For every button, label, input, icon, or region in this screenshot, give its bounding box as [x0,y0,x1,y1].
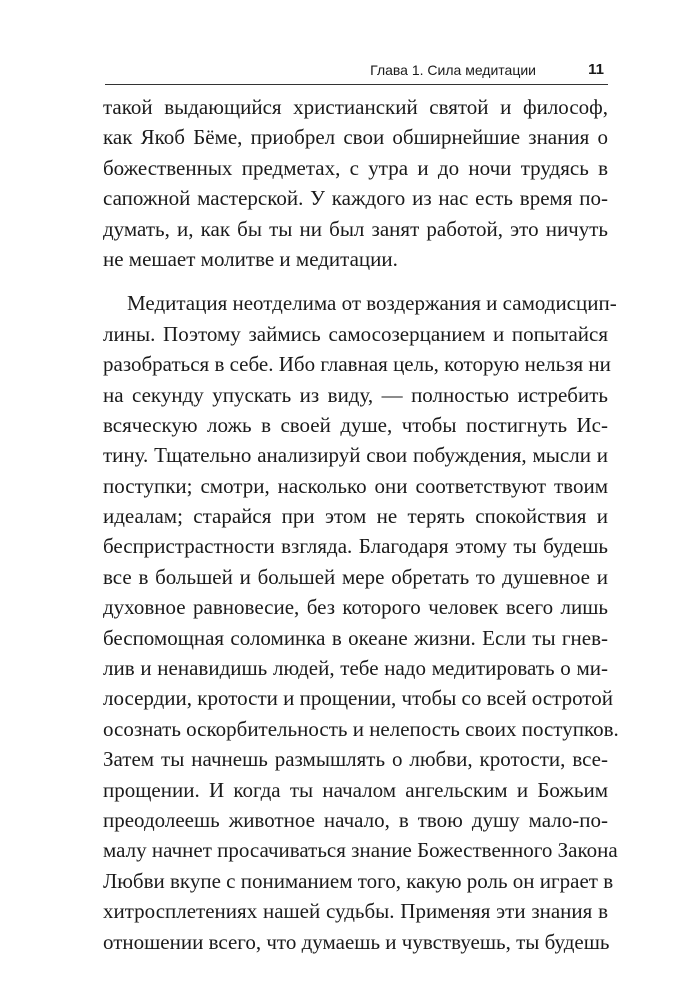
text-line: не мешает молитве и медитации. [103,246,398,271]
paragraph-2 [103,288,619,957]
text-line: сапожной мастерской. У каждого из нас есть время по- [103,186,608,211]
text-line: божественных предметах, с утра и до ночи трудясь в [103,155,608,180]
text-line: как Якоб Бёме, приобрел свои обширнейшие знания о [103,125,608,150]
text-line: на секунду упускать из виду, — полностью истребить [103,382,608,407]
text-line: прощении. И когда ты началом ангельским и Божьим [103,777,608,802]
text-line: всяческую ложь в своей душе, чтобы постигнуть Ис- [103,412,608,437]
text-line: тину. Тщательно анализируй свои побуждения, мысли и [103,443,608,468]
text-body [103,92,619,957]
text-line: Любви вкупе с пониманием того, какую роль он играет в [103,868,614,893]
text-line: хитросплетениях нашей судьбы. Применяя эти знания в [103,899,608,924]
text-line: беспристрастности взгляда. Благодаря этому ты будешь [103,534,608,559]
text-line: разобраться в себе. Ибо главная цель, которую нельзя ни [103,352,611,377]
text-line: лосердии, кротости и прощении, чтобы со всей остротой [103,686,613,711]
page-number: 11 [588,61,604,78]
text-line: такой выдающийся христианский святой и философ, [103,95,608,119]
text-line: лины. Поэтому займись самосозерцанием и попытайся [103,321,608,346]
text-line: осознать оскорбительность и нелепость своих поступков. [103,716,619,741]
text-line: Медитация неотделима от воздержания и самодисцип- [127,291,617,316]
text-line: лив и ненавидишь людей, тебе надо медитировать о ми- [103,656,608,681]
paragraph-gap [103,274,608,288]
text-line: Затем ты начнешь размышлять о любви, кротости, все- [103,747,608,772]
text-line: преодолеешь животное начало, в твою душу мало-по- [103,807,608,832]
paragraph-1 [103,92,608,274]
text-line: беспомощная соломинка в океане жизни. Если ты гнев- [103,625,608,650]
text-line: отношении всего, что думаешь и чувствуешь, ты будешь [103,929,610,954]
text-line: малу начнет просачиваться знание Божественного Закона [103,838,618,863]
page-header [105,60,608,85]
text-line: думать, и, как бы ты ни был занят работой, это ничуть [103,216,608,241]
chapter-title: Глава 1. Сила медитации [370,62,536,78]
text-line: идеалам; старайся при этом не терять спокойствия и [103,504,608,529]
text-line: поступки; смотри, насколько они соответствуют твоим [103,473,608,498]
text-line: духовное равновесие, без которого человек всего лишь [103,595,608,620]
text-line: все в большей и большей мере обретать то душевное и [103,564,608,589]
